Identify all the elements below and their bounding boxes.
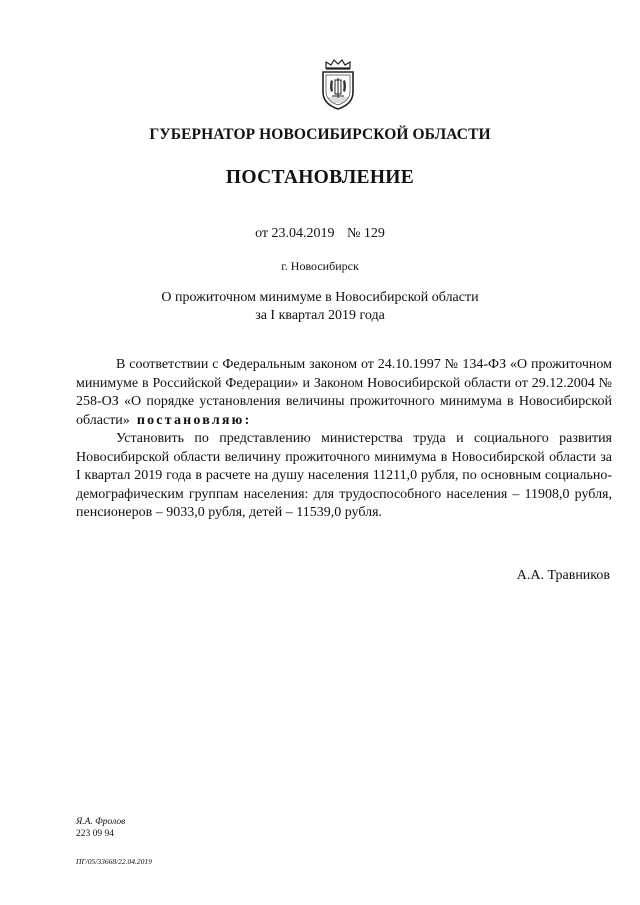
decree-colon: : [244,412,252,428]
subject-line-1: О прожиточном минимуме в Новосибирской области [161,290,479,305]
document-type-title: ПОСТАНОВЛЕНИЕ [225,167,415,188]
date-prefix: от [255,226,269,241]
place-of-issue: г. Новосибирск [281,259,359,273]
body-paragraph-2: Установить по представлению министерства труда и социального развития Новосибирской области величину прожиточного минимума в Новосибирской области за I квартал 2019 года в расчете на душу населения 11211,0 рубля, по основным социально-демографическим группам населения: для трудоспособного населения – 11908,0 рубля, пенсионеров – 9033,0 рубля, детей – 11539,0 рубля. [76,431,612,520]
paragraph-1-text: В соответствии с Федеральным законом от 24.10.1997 № 134-ФЗ «О прожиточном минимуме в Российской Федерации» и Законом Новосибирской области от 29.12.2004 № 258-ОЗ «О порядке установления величины прожиточного минимума в Новосибирской области» [76,357,612,428]
executor-name: Я.А. Фролов [76,817,126,827]
issuing-authority: ГУБЕРНАТОР НОВОСИБИРСКОЙ ОБЛАСТИ [149,126,491,143]
executor-phone: 223 09 94 [76,829,114,839]
document-body [76,356,612,523]
coat-of-arms-icon [318,58,358,112]
number-sign: № [347,226,361,241]
executor-block [76,816,125,840]
date-number-line [0,226,640,242]
signatory-name: А.А. Травников [516,568,610,583]
decree-word: постановляю [136,412,245,428]
body-paragraph-1 [76,356,612,430]
document-date: 23.04.2019 [271,226,335,241]
subject-line-2: за I квартал 2019 года [255,308,385,323]
document-subject [0,289,640,325]
registration-code: ПГ/05/33668/22.04.2019 [76,857,152,866]
document-number: 129 [363,226,385,241]
